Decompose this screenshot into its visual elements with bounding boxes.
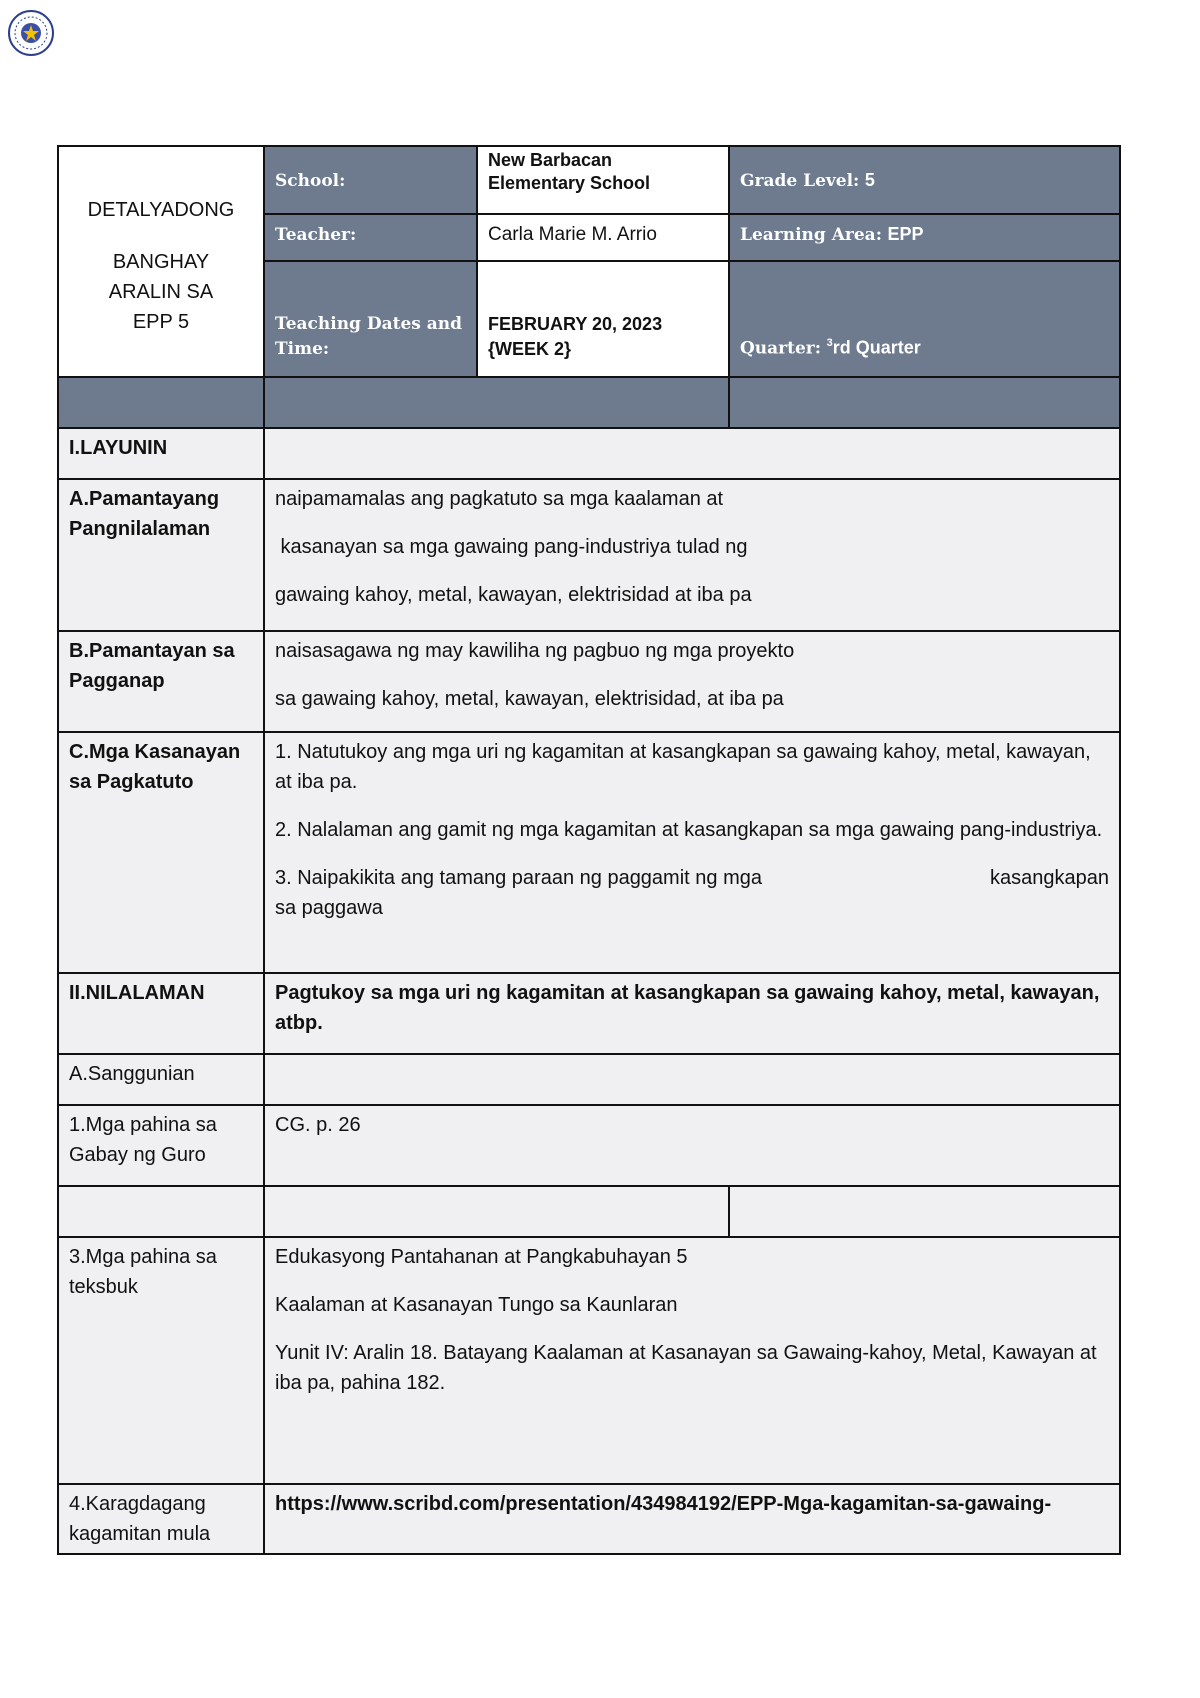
teacher-label: Teacher: — [275, 225, 357, 245]
nilalaman-content-cell — [264, 973, 1120, 1054]
karagdagang-label-line-1: 4.Karagdagang — [69, 1493, 206, 1515]
gabay-label-line-2: Gabay ng Guro — [69, 1144, 206, 1166]
teksbuk-content-cell — [264, 1237, 1120, 1484]
sanggunian-label: A.Sanggunian — [69, 1063, 195, 1085]
karagdagang-link[interactable]: https://www.scribd.com/presentation/434984192/EPP-Mga-kagamitan-sa-gawaing- — [275, 1493, 1052, 1515]
pamantayang-line-3: gawaing kahoy, metal, kawayan, elektrisidad at iba pa — [275, 584, 752, 606]
layunin-content-cell — [264, 428, 1120, 479]
pamantayang-line-2: kasanayan sa mga gawaing pang-industriya tulad ng — [275, 536, 748, 558]
nilalaman-label-cell — [58, 973, 264, 1054]
layunin-label-cell — [58, 428, 264, 479]
title-line-1: DETALYADONG — [87, 198, 235, 221]
teacher-label-cell — [264, 214, 477, 261]
kasanayan-item-3-b: kasangkapan — [990, 867, 1109, 889]
kasanayan-item-2: 2. Nalalaman ang gamit ng mga kagamitan at kasangkapan sa mga gawaing pang-industriya. — [275, 819, 1103, 841]
kasanayan-label-line-1: C.Mga Kasanayan — [69, 741, 241, 763]
quarter-cell — [729, 261, 1120, 377]
teksbuk-line-1: Edukasyong Pantahanan at Pangkabuhayan 5 — [275, 1246, 688, 1268]
teacher-value: Carla Marie M. Arrio — [488, 224, 657, 245]
sanggunian-content-cell — [264, 1054, 1120, 1105]
school-value-line-1: New Barbacan — [488, 150, 613, 170]
gabay-text: CG. p. 26 — [275, 1114, 361, 1136]
lesson-plan-table — [57, 145, 1121, 1555]
karagdagang-content-cell — [264, 1484, 1120, 1554]
blank-row-cell-2 — [264, 1186, 729, 1237]
gabay-label-cell — [58, 1105, 264, 1186]
pamantayang-content-cell — [264, 479, 1120, 631]
title-line-2: BANGHAY — [112, 250, 210, 273]
blank-row-cell-1 — [58, 1186, 264, 1237]
dates-label-line-2: Time: — [275, 339, 330, 359]
sanggunian-label-cell — [58, 1054, 264, 1105]
kasanayan-label-line-2: sa Pagkatuto — [69, 771, 194, 793]
dates-value-line-2: {WEEK 2} — [488, 339, 572, 359]
pagganap-label-line-2: Pagganap — [69, 670, 165, 692]
layunin-label: I.LAYUNIN — [69, 437, 168, 459]
quarter-value: rd Quarter — [832, 338, 921, 358]
quarter-label: Quarter: — [740, 339, 822, 359]
pamantayang-label-cell — [58, 479, 264, 631]
kasanayan-item-3-c: sa paggawa — [275, 897, 383, 919]
deped-seal-logo — [7, 9, 55, 57]
pagganap-label-cell — [58, 631, 264, 732]
grade-value: 5 — [864, 169, 875, 190]
pagganap-line-2: sa gawaing kahoy, metal, kawayan, elektrisidad, at iba pa — [275, 688, 784, 710]
kasanayan-item-3-line — [275, 863, 1109, 893]
title-line-4: EPP 5 — [132, 310, 190, 333]
grade-label: Grade Level: — [740, 170, 860, 191]
kasanayan-item-3-a: 3. Naipakikita ang tamang paraan ng paggamit ng mga — [275, 867, 762, 889]
gabay-label-line-1: 1.Mga pahina sa — [69, 1114, 217, 1136]
document-title — [58, 146, 264, 377]
blank-header-cell-3 — [729, 377, 1120, 428]
learning-area-cell — [729, 214, 1120, 261]
pamantayang-label-line-2: Pangnilalaman — [69, 518, 211, 540]
pagganap-content-cell — [264, 631, 1120, 732]
kasanayan-item-1: 1. Natutukoy ang mga uri ng kagamitan at kasangkapan sa gawaing kahoy, metal, kawayan, at iba pa. — [275, 741, 1091, 793]
teksbuk-label-line-1: 3.Mga pahina sa — [69, 1246, 217, 1268]
teksbuk-line-2: Kaalaman at Kasanayan Tungo sa Kaunlaran — [275, 1294, 678, 1316]
dates-value-line-1: FEBRUARY 20, 2023 — [488, 314, 663, 334]
blank-header-cell-2 — [264, 377, 729, 428]
school-label: School: — [275, 170, 346, 191]
teacher-value-cell — [477, 214, 729, 261]
blank-header-cell-1 — [58, 377, 264, 428]
teksbuk-line-3: Yunit IV: Aralin 18. Batayang Kaalaman at Kasanayan sa Gawaing-kahoy, Metal, Kawayan at iba pa, pahina 182. — [275, 1342, 1097, 1394]
kasanayan-content-cell — [264, 732, 1120, 973]
title-line-3: ARALIN SA — [108, 280, 214, 303]
nilalaman-text: Pagtukoy sa mga uri ng kagamitan at kasangkapan sa gawaing kahoy, metal, kawayan, atbp. — [275, 982, 1100, 1034]
dates-value-cell — [477, 261, 729, 377]
pamantayang-label-line-1: A.Pamantayang — [69, 488, 220, 510]
quarter-superscript: 3 — [826, 337, 833, 350]
school-label-cell — [264, 146, 477, 214]
learning-area-label: Learning Area: — [740, 225, 882, 245]
dates-label-line-1: Teaching Dates and — [275, 314, 463, 334]
karagdagang-label-cell — [58, 1484, 264, 1554]
pagganap-label-line-1: B.Pamantayan sa — [69, 640, 235, 662]
dates-label-cell — [264, 261, 477, 377]
teksbuk-label-cell — [58, 1237, 264, 1484]
karagdagang-label-line-2: kagamitan mula — [69, 1523, 211, 1545]
blank-row-cell-3 — [729, 1186, 1120, 1237]
school-value-cell — [477, 146, 729, 214]
teksbuk-label-line-2: teksbuk — [69, 1276, 138, 1298]
pagganap-line-1: naisasagawa ng may kawiliha ng pagbuo ng mga proyekto — [275, 640, 795, 662]
learning-area-value: EPP — [887, 224, 924, 244]
pamantayang-line-1: naipamamalas ang pagkatuto sa mga kaalaman at — [275, 488, 724, 510]
school-value-line-2: Elementary School — [488, 173, 651, 193]
kasanayan-label-cell — [58, 732, 264, 973]
nilalaman-label: II.NILALAMAN — [69, 982, 205, 1004]
gabay-content-cell — [264, 1105, 1120, 1186]
grade-level-cell — [729, 146, 1120, 214]
